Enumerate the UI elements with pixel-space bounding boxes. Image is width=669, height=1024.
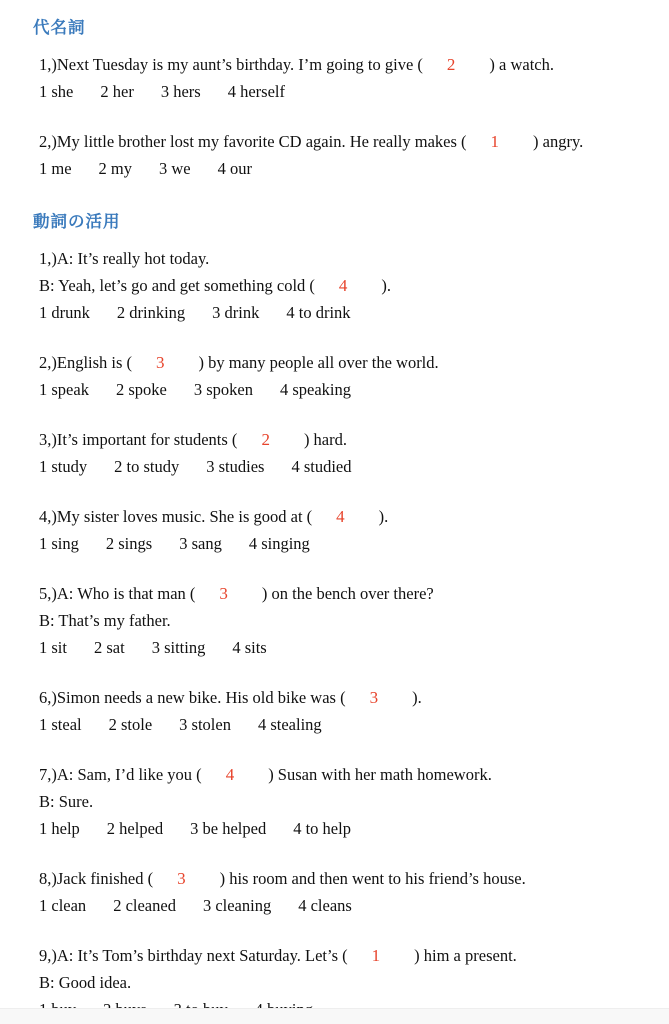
option: 1 steal bbox=[39, 715, 82, 734]
option: 1 she bbox=[39, 82, 74, 101]
question-text: B: Good idea. bbox=[39, 973, 132, 992]
question-text-after: ) hard. bbox=[303, 430, 348, 449]
option: 1 drunk bbox=[39, 303, 90, 322]
options-row bbox=[39, 456, 645, 477]
option: 3 drink bbox=[212, 303, 260, 322]
question-text-after: ) him a present. bbox=[414, 946, 517, 965]
question-block bbox=[39, 506, 645, 554]
question-line bbox=[39, 429, 645, 450]
worksheet-section bbox=[33, 208, 645, 1020]
option: 4 herself bbox=[227, 82, 285, 101]
question-text-before: 6,)Simon needs a new bike. His old bike was ( bbox=[39, 688, 346, 707]
option: 3 hers bbox=[160, 82, 201, 101]
option: 3 be helped bbox=[190, 819, 267, 838]
option: 2 sat bbox=[93, 638, 125, 657]
question-text-before: 2,)English is ( bbox=[39, 353, 133, 372]
answer-number: 3 bbox=[369, 688, 379, 707]
question-line bbox=[39, 791, 645, 812]
question-line bbox=[39, 54, 645, 75]
question-block bbox=[39, 248, 645, 323]
option: 3 sitting bbox=[151, 638, 206, 657]
section-heading: 動詞の活用 bbox=[33, 212, 121, 231]
option: 3 spoken bbox=[193, 380, 253, 399]
question-block bbox=[39, 131, 645, 179]
question-text-before: 3,)It’s important for students ( bbox=[39, 430, 238, 449]
question-text-before: 5,)A: Who is that man ( bbox=[39, 584, 196, 603]
option: 1 help bbox=[39, 819, 80, 838]
option: 1 me bbox=[39, 159, 72, 178]
option: 4 sits bbox=[232, 638, 267, 657]
option: 4 studied bbox=[291, 457, 352, 476]
answer-number: 2 bbox=[446, 55, 456, 74]
question-line bbox=[39, 972, 645, 993]
question-text-after: ). bbox=[378, 507, 389, 526]
question-block bbox=[39, 868, 645, 916]
answer-number: 3 bbox=[156, 353, 165, 372]
worksheet-section bbox=[33, 14, 645, 179]
question-text-before: 2,)My little brother lost my favorite CD again. He really makes ( bbox=[39, 132, 467, 151]
question-block bbox=[39, 54, 645, 102]
option: 4 to help bbox=[293, 819, 351, 838]
option: 2 stole bbox=[108, 715, 153, 734]
question-text: B: That’s my father. bbox=[39, 611, 171, 630]
section-heading: 代名詞 bbox=[33, 18, 86, 37]
option: 2 sings bbox=[105, 534, 153, 553]
option: 2 cleaned bbox=[113, 896, 176, 915]
options-row bbox=[39, 895, 645, 916]
options-row bbox=[39, 533, 645, 554]
option: 3 cleaning bbox=[202, 896, 272, 915]
option: 4 cleans bbox=[298, 896, 352, 915]
question-block bbox=[39, 352, 645, 400]
option: 2 spoke bbox=[115, 380, 167, 399]
option: 3 we bbox=[159, 159, 191, 178]
question-text: B: Sure. bbox=[39, 792, 94, 811]
question-text-after: ). bbox=[412, 688, 422, 707]
option: 1 sit bbox=[39, 638, 67, 657]
answer-number: 2 bbox=[261, 430, 270, 449]
option: 4 singing bbox=[248, 534, 310, 553]
answer-number: 4 bbox=[225, 765, 235, 784]
options-row bbox=[39, 302, 645, 323]
question-text-before: 4,)My sister loves music. She is good at ( bbox=[39, 507, 313, 526]
option: 2 drinking bbox=[116, 303, 186, 322]
question-text-after: ). bbox=[381, 276, 392, 295]
question-text: 1,)A: It’s really hot today. bbox=[39, 249, 210, 268]
option: 2 her bbox=[100, 82, 134, 101]
option: 4 speaking bbox=[279, 380, 351, 399]
question-block bbox=[39, 764, 645, 839]
question-line bbox=[39, 506, 645, 527]
answer-number: 1 bbox=[490, 132, 500, 151]
option: 4 our bbox=[217, 159, 253, 178]
option: 4 stealing bbox=[257, 715, 322, 734]
question-line bbox=[39, 687, 645, 708]
question-text-before: 1,)Next Tuesday is my aunt’s birthday. I’m going to give ( bbox=[39, 55, 423, 74]
option: 3 stolen bbox=[179, 715, 231, 734]
option: 2 to study bbox=[114, 457, 180, 476]
question-block bbox=[39, 687, 645, 735]
question-text-before: 7,)A: Sam, I’d like you ( bbox=[39, 765, 202, 784]
options-row bbox=[39, 637, 645, 658]
option: 1 sing bbox=[39, 534, 79, 553]
option: 1 clean bbox=[39, 896, 87, 915]
answer-number: 3 bbox=[177, 869, 186, 888]
question-line bbox=[39, 764, 645, 785]
option: 2 helped bbox=[106, 819, 164, 838]
answer-number: 1 bbox=[371, 946, 381, 965]
option: 1 study bbox=[39, 457, 88, 476]
page-edge bbox=[0, 1008, 669, 1024]
question-text-after: ) on the bench over there? bbox=[261, 584, 434, 603]
question-line bbox=[39, 610, 645, 631]
question-line bbox=[39, 352, 645, 373]
option: 2 my bbox=[98, 159, 133, 178]
question-line bbox=[39, 248, 645, 269]
options-row bbox=[39, 818, 645, 839]
question-line bbox=[39, 583, 645, 604]
option: 1 speak bbox=[39, 380, 89, 399]
question-block bbox=[39, 583, 645, 658]
question-line bbox=[39, 131, 645, 152]
question-text-after: ) a watch. bbox=[489, 55, 554, 74]
question-text-after: ) by many people all over the world. bbox=[198, 353, 439, 372]
question-text-after: ) his room and then went to his friend’s house. bbox=[219, 869, 526, 888]
question-text-before: B: Yeah, let’s go and get something cold ( bbox=[39, 276, 315, 295]
options-row bbox=[39, 158, 645, 179]
answer-number: 4 bbox=[338, 276, 348, 295]
question-text-after: ) angry. bbox=[533, 132, 584, 151]
answer-number: 4 bbox=[336, 507, 345, 526]
question-line bbox=[39, 868, 645, 889]
question-block bbox=[39, 429, 645, 477]
option: 3 studies bbox=[206, 457, 265, 476]
question-line bbox=[39, 945, 645, 966]
question-text-before: 9,)A: It’s Tom’s birthday next Saturday. Let’s ( bbox=[39, 946, 348, 965]
question-text-after: ) Susan with her math homework. bbox=[268, 765, 492, 784]
option: 4 to drink bbox=[286, 303, 351, 322]
option: 3 sang bbox=[179, 534, 222, 553]
options-row bbox=[39, 714, 645, 735]
options-row bbox=[39, 379, 645, 400]
question-text-before: 8,)Jack finished ( bbox=[39, 869, 154, 888]
question-line bbox=[39, 275, 645, 296]
options-row bbox=[39, 81, 645, 102]
answer-number: 3 bbox=[219, 584, 228, 603]
